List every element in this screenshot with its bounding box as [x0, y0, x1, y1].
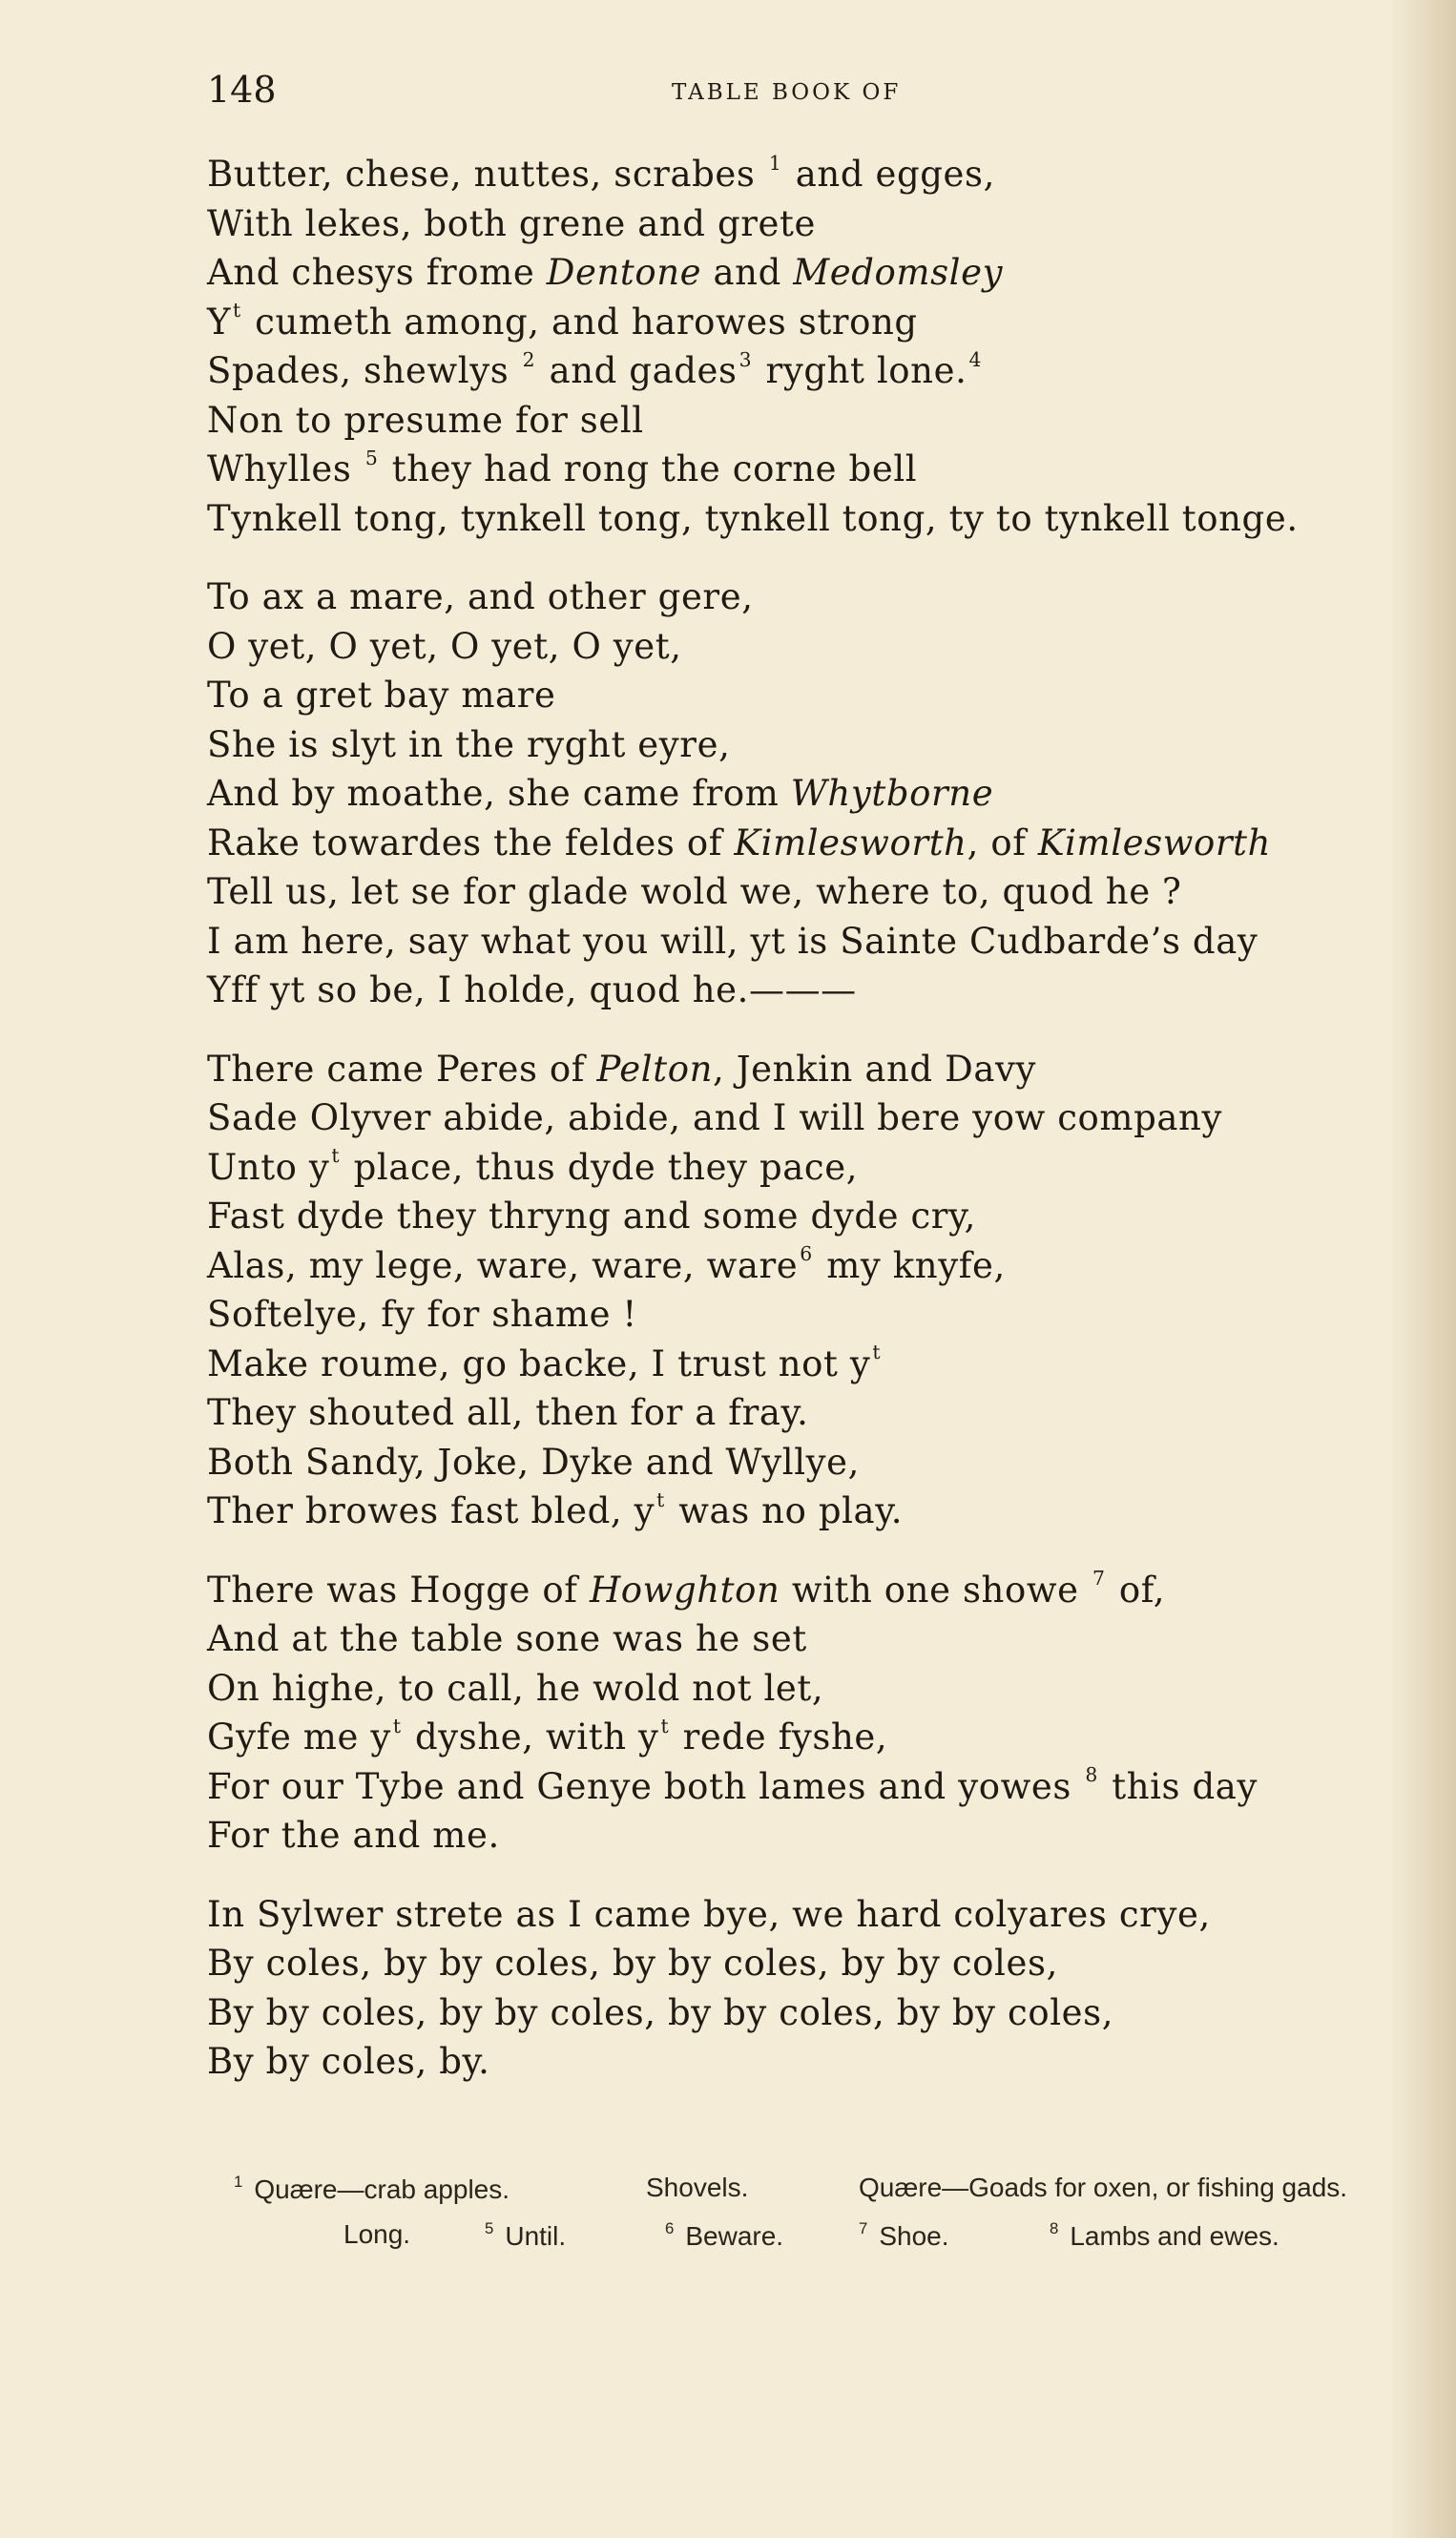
line-text: Unto y — [207, 1146, 330, 1188]
place-name: Kimlesworth — [1037, 822, 1272, 863]
footnote — [1050, 2219, 1279, 2252]
line-text: Gyfe me y — [207, 1716, 391, 1758]
line-text: And at the table sone was he set — [207, 1618, 807, 1659]
poem-body — [207, 150, 1419, 2116]
stanza — [207, 572, 1419, 1015]
poem-line — [207, 622, 1419, 672]
footnote-ref: 1 — [768, 151, 782, 175]
footnote-ref: t — [660, 1714, 670, 1737]
footnote-row — [234, 2173, 1407, 2219]
line-text: Fast dyde they thryng and some dyde cry, — [207, 1196, 977, 1237]
poem-line — [207, 199, 1419, 249]
footnote — [234, 2173, 510, 2205]
footnote-ref: 4 — [968, 347, 983, 371]
line-text: Alas, my lege, ware, ware, ware — [207, 1244, 799, 1286]
line-text: Make roume, go backe, I trust not y — [207, 1342, 871, 1384]
poem-line — [207, 769, 1419, 819]
footnote-ref: 5 — [364, 446, 379, 469]
line-text: I am here, say what you will, yt is Sainte Cudbarde’s day — [207, 920, 1258, 962]
line-text: By by coles, by. — [207, 2041, 490, 2082]
line-text: of, — [1107, 1569, 1166, 1611]
line-text: Tell us, let se for glade wold we, where to, quod he ? — [207, 871, 1182, 912]
footnote-number: 8 — [1050, 2219, 1059, 2237]
line-text: rede fyshe, — [671, 1716, 888, 1758]
line-text: By coles, by by coles, by by coles, by by coles, — [207, 1943, 1058, 1984]
line-text: Spades, shewlys — [207, 350, 521, 391]
line-text: On highe, to call, he wold not let, — [207, 1667, 824, 1709]
place-name: Whytborne — [790, 773, 994, 814]
footnote-ref: 8 — [1085, 1763, 1098, 1787]
poem-line — [207, 1988, 1419, 2038]
line-text: There was Hogge of — [207, 1569, 590, 1611]
footnote-ref: 3 — [738, 347, 753, 371]
line-text: was no play. — [666, 1490, 904, 1531]
line-text: For the and me. — [207, 1815, 500, 1856]
footnote-number: 5 — [485, 2219, 494, 2237]
stanza — [207, 150, 1419, 543]
place-name: Pelton — [596, 1048, 714, 1090]
line-text: For our Tybe and Genye both lames and yowes — [207, 1765, 1084, 1807]
line-text: O yet, O yet, O yet, O yet, — [207, 625, 682, 667]
line-text: they had rong the corne bell — [380, 448, 918, 489]
poem-line — [207, 150, 1419, 199]
page-header — [207, 69, 1390, 116]
line-text: my knyfe, — [814, 1244, 1006, 1286]
line-text: and egges, — [783, 154, 995, 195]
poem-line — [207, 1487, 1419, 1536]
line-text: And by moathe, she came from — [207, 773, 791, 814]
poem-line — [207, 248, 1419, 298]
line-text: Ther browes fast bled, y — [207, 1490, 655, 1531]
line-text: this day — [1099, 1765, 1258, 1807]
line-text: Yff yt so be, I holde, quod he.——— — [207, 969, 857, 1010]
poem-line — [207, 1192, 1419, 1241]
footnote-row — [234, 2219, 1407, 2266]
footnote-text: Shoe. — [879, 2220, 949, 2251]
poem-line — [207, 396, 1419, 446]
footnote — [646, 2173, 748, 2203]
footnote-ref: t — [392, 1714, 402, 1737]
footnote — [665, 2219, 783, 2252]
line-text: dyshe, with y — [403, 1716, 659, 1758]
line-text: Sade Olyver abide, abide, and I will bere yow company — [207, 1097, 1222, 1138]
poem-line — [207, 1290, 1419, 1340]
line-text: To a gret bay mare — [207, 675, 556, 716]
footnote-text: Shovels. — [646, 2173, 749, 2202]
footnote-ref: t — [233, 299, 241, 322]
footnote-ref: 6 — [800, 1242, 813, 1266]
stanza — [207, 1045, 1419, 1536]
footnote — [859, 2219, 949, 2252]
footnote-number: 6 — [665, 2219, 675, 2237]
line-text: Tynkell tong, tynkell tong, tynkell tong, ty to tynkell tonge. — [207, 497, 1299, 539]
line-text: In Sylwer strete as I came bye, we hard colyares crye, — [207, 1893, 1211, 1935]
line-text: Butter, chese, nuttes, scrabes — [207, 154, 767, 195]
footnote-text: Quære—crab apples. — [254, 2174, 510, 2204]
line-text: with one showe — [780, 1569, 1091, 1611]
line-text: She is slyt in the ryght eyre, — [207, 723, 731, 765]
line-text: , of — [967, 822, 1038, 863]
line-text: They shouted all, then for a fray. — [207, 1392, 809, 1433]
poem-line — [207, 494, 1419, 544]
footnote-text: Until. — [505, 2220, 567, 2251]
line-text: Softelye, fy for shame ! — [207, 1294, 637, 1335]
poem-line — [207, 2037, 1419, 2087]
poem-line — [207, 445, 1419, 494]
footnote-text: Long. — [343, 2219, 411, 2249]
poem-line — [207, 1566, 1419, 1615]
poem-line — [207, 819, 1419, 868]
poem-line — [207, 1939, 1419, 1988]
footnote — [343, 2219, 410, 2250]
poem-line — [207, 1388, 1419, 1438]
footnote — [485, 2219, 566, 2252]
poem-line — [207, 1438, 1419, 1487]
line-text: , Jenkin and Davy — [713, 1048, 1037, 1090]
line-text: ryght lone. — [754, 350, 967, 391]
poem-line — [207, 1045, 1419, 1094]
poem-line — [207, 1762, 1419, 1812]
poem-line — [207, 1143, 1419, 1193]
poem-line — [207, 298, 1419, 347]
line-text: and — [701, 252, 794, 293]
poem-line — [207, 1614, 1419, 1664]
page-number: 148 — [207, 69, 277, 111]
footnote-ref: t — [656, 1487, 665, 1511]
footnote-text: Beware. — [685, 2220, 784, 2251]
poem-line — [207, 867, 1419, 917]
footnote — [859, 2173, 1347, 2203]
line-text: Rake towardes the feldes of — [207, 822, 735, 863]
poem-line — [207, 1241, 1419, 1291]
place-name: Howghton — [589, 1569, 780, 1611]
poem-line — [207, 1713, 1419, 1762]
place-name: Dentone — [546, 252, 702, 293]
poem-line — [207, 1664, 1419, 1714]
line-text: place, thus dyde they pace, — [342, 1146, 859, 1188]
line-text: cumeth among, and harowes strong — [242, 301, 918, 343]
line-text: With lekes, both grene and grete — [207, 202, 816, 244]
footnotes — [234, 2173, 1407, 2266]
footnote-ref: t — [872, 1341, 882, 1364]
line-text: and gades — [537, 350, 738, 391]
footnote-number: 7 — [859, 2219, 868, 2237]
running-head: TABLE BOOK OF — [672, 80, 902, 105]
line-text: There came Peres of — [207, 1048, 597, 1090]
footnote-ref: 2 — [522, 347, 536, 371]
footnote-ref: t — [331, 1144, 341, 1168]
footnote-number: 1 — [234, 2173, 243, 2191]
poem-line — [207, 720, 1419, 770]
poem-line — [207, 671, 1419, 720]
poem-line — [207, 1890, 1419, 1940]
footnote-text: Quære—Goads for oxen, or fishing gads. — [859, 2173, 1348, 2202]
line-text: Non to presume for sell — [207, 399, 644, 441]
footnote-ref: 7 — [1092, 1567, 1106, 1591]
line-text: To ax a mare, and other gere, — [207, 576, 754, 617]
line-text: Both Sandy, Joke, Dyke and Wyllye, — [207, 1441, 861, 1483]
poem-line — [207, 1811, 1419, 1861]
place-name: Medomsley — [793, 252, 1004, 293]
line-text: Y — [207, 301, 232, 343]
stanza — [207, 1566, 1419, 1861]
poem-line — [207, 346, 1419, 396]
poem-line — [207, 1093, 1419, 1143]
line-text: And chesys frome — [207, 252, 547, 293]
poem-line — [207, 1340, 1419, 1389]
line-text: By by coles, by by coles, by by coles, by by coles, — [207, 1991, 1114, 2033]
line-text: Whylles — [207, 448, 364, 489]
place-name: Kimlesworth — [734, 822, 967, 863]
footnote-text: Lambs and ewes. — [1070, 2220, 1279, 2251]
poem-line — [207, 572, 1419, 622]
poem-line — [207, 917, 1419, 967]
poem-line — [207, 966, 1419, 1015]
stanza — [207, 1890, 1419, 2087]
